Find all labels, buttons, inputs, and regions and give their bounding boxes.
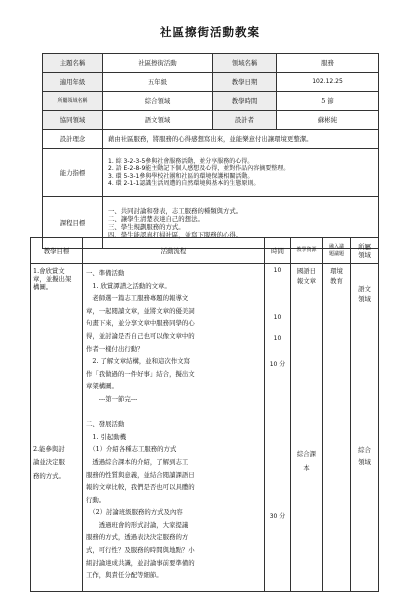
goal-1: 1.會欣賞文 章，並擬出架 構圖。 bbox=[33, 267, 72, 291]
header-area: 所屬 領域 bbox=[351, 238, 379, 264]
ability-item: 1. 綜 3-2-3-5參與社會服務活動，並分享服務的心得。 bbox=[108, 157, 254, 165]
area-2: 領域 bbox=[358, 295, 371, 303]
flow-line: 工作，與責任分配等細節。 bbox=[86, 571, 163, 580]
time-value: 5 節 bbox=[277, 92, 379, 111]
goal-item: 四、學生能認真打掃社區，並寫下服務的心得。 bbox=[108, 230, 243, 239]
flow-line: 服務的方式，透過表決決定服務的方 bbox=[86, 533, 189, 542]
time-label: 教學時間 bbox=[213, 92, 277, 111]
time-2: 10 bbox=[273, 313, 282, 321]
date-value: 102.12.25 bbox=[277, 73, 379, 92]
time-5: 30 分 bbox=[269, 513, 286, 520]
flow-line: 2. 了解文章結構，並和這次作文寫 bbox=[86, 357, 190, 366]
time-4: 10 分 bbox=[269, 360, 286, 368]
flow-line: 透過班會的形式討論，大家提議 bbox=[86, 520, 189, 529]
flow-line: 作「我做過的一件好事」結合，擬出文 bbox=[86, 369, 195, 378]
ability-list bbox=[103, 149, 379, 197]
coop-value: 語文領域 bbox=[103, 111, 213, 130]
method-2: 教育 bbox=[330, 277, 343, 285]
flow-line: 二、發展活動 bbox=[86, 420, 125, 429]
grade-value: 五年級 bbox=[103, 73, 213, 92]
field-label: 領域名稱 bbox=[213, 54, 277, 73]
header-method: 融入議 題議題 bbox=[323, 238, 351, 264]
header-time: 時間 bbox=[265, 238, 291, 264]
flow-line: 式，可行性？及服務的時間與地點？小 bbox=[86, 546, 195, 555]
resource-3: 綜合課 bbox=[296, 450, 317, 458]
flow-cell bbox=[83, 264, 265, 592]
grade-label: 適用年級 bbox=[43, 73, 103, 92]
flow-line: 一、準備活動 bbox=[86, 269, 125, 277]
activity-table bbox=[30, 237, 379, 592]
flow-line: 報的文章比較，我們是否也可以具體的 bbox=[86, 483, 195, 492]
concept-value: 藉由社區服務，將服務的心得感想寫出來，並能樂意付出讓環境更整潔。 bbox=[103, 130, 379, 149]
area-cell bbox=[351, 264, 379, 592]
resource-4: 本 bbox=[303, 464, 310, 472]
goal-2: 2.能參與討 論並決定服 務的方式。 bbox=[33, 445, 65, 480]
method-1: 環境 bbox=[330, 267, 343, 275]
resource-2: 報文章 bbox=[296, 277, 317, 285]
ability-item: 4. 環 2-1-1認識生活周遭的自然環境與基本的生態原則。 bbox=[108, 180, 260, 187]
goal-cell bbox=[31, 264, 83, 592]
flow-line: 服務的性質與意義，並結合閱讀課語日 bbox=[86, 470, 195, 479]
coop-label: 協同領域 bbox=[43, 111, 103, 130]
date-label: 教學日期 bbox=[213, 73, 277, 92]
flow-line: （1）介紹各種志工服務的方式 bbox=[86, 445, 177, 454]
flow-line: 句畫下來，並分享文章中服務同學的心 bbox=[86, 319, 195, 328]
designer-label: 設計者 bbox=[213, 111, 277, 130]
flow-line: 作者一樣付出行動？ bbox=[86, 344, 144, 353]
ability-item: 3. 環 5-3-1參與學校社團和社區的環境保護相關活動。 bbox=[108, 172, 254, 180]
document-title: 社區擦街活動教案 bbox=[160, 25, 260, 39]
time-3: 10 bbox=[273, 335, 282, 342]
info-table bbox=[42, 53, 379, 249]
goal-item: 三、學生規劃服務的方式。 bbox=[108, 222, 185, 231]
flow-line: 章架構圖。 bbox=[86, 382, 118, 391]
flow-line: 老師選一篇志工服務專題的報導文 bbox=[86, 294, 189, 303]
flow-line: 章，一起閱讀文章，並將文章的優美詞 bbox=[86, 306, 195, 315]
flow-line bbox=[86, 406, 261, 419]
time-1: 10 bbox=[273, 267, 282, 274]
flow-line: ---第一節完--- bbox=[86, 394, 138, 403]
theme-value: 社區擦街活動 bbox=[103, 54, 213, 73]
flow-line: 1. 欣賞譚譜之活動的文章。 bbox=[86, 281, 171, 290]
designer-value: 蘇彬純 bbox=[277, 111, 379, 130]
header-resource: 教學資源 bbox=[291, 238, 323, 264]
flow-line: 得，並討論是否自己也可以像文章中的 bbox=[86, 331, 195, 340]
flow-line: 1. 引起動機 bbox=[86, 432, 127, 441]
goal-item: 一、共同討論和發表，志工服務的種類與方式。 bbox=[108, 206, 243, 215]
flow-lines bbox=[86, 267, 261, 582]
domain-value: 綜合領域 bbox=[103, 92, 213, 111]
domain-label: 所屬領域名稱 bbox=[43, 92, 103, 111]
resource-cell bbox=[291, 264, 323, 592]
concept-label: 設計理念 bbox=[43, 130, 103, 149]
field-value: 服務 bbox=[277, 54, 379, 73]
header-goal: 教學目標 bbox=[31, 238, 83, 264]
ability-item: 2. 語 E-2-8-9能主動記下個人感想及心得，並對作品內容摘要整理。 bbox=[108, 165, 290, 172]
theme-label: 主題名稱 bbox=[43, 54, 103, 73]
header-flow: 活動流程 bbox=[83, 238, 265, 264]
resource-1: 國語日 bbox=[296, 267, 317, 275]
goal-item: 二、讓學生清楚表達自己的想法。 bbox=[108, 214, 204, 223]
time-cell bbox=[265, 264, 291, 592]
flow-line: （2）討論班級服務的方式及內容 bbox=[86, 508, 183, 517]
flow-line: 行動。 bbox=[86, 495, 106, 504]
flow-line: 透過綜合課本的介紹，了解到志工 bbox=[86, 457, 189, 466]
goals-label: 課程目標 bbox=[43, 197, 103, 249]
method-cell bbox=[323, 264, 351, 592]
area-4: 領域 bbox=[358, 458, 371, 466]
ability-label: 能力指標 bbox=[43, 149, 103, 197]
area-1: 語文 bbox=[358, 285, 371, 293]
flow-line: 組討論達成共識，並討論事前要準備的 bbox=[86, 558, 195, 567]
area-3: 綜合 bbox=[358, 446, 371, 454]
